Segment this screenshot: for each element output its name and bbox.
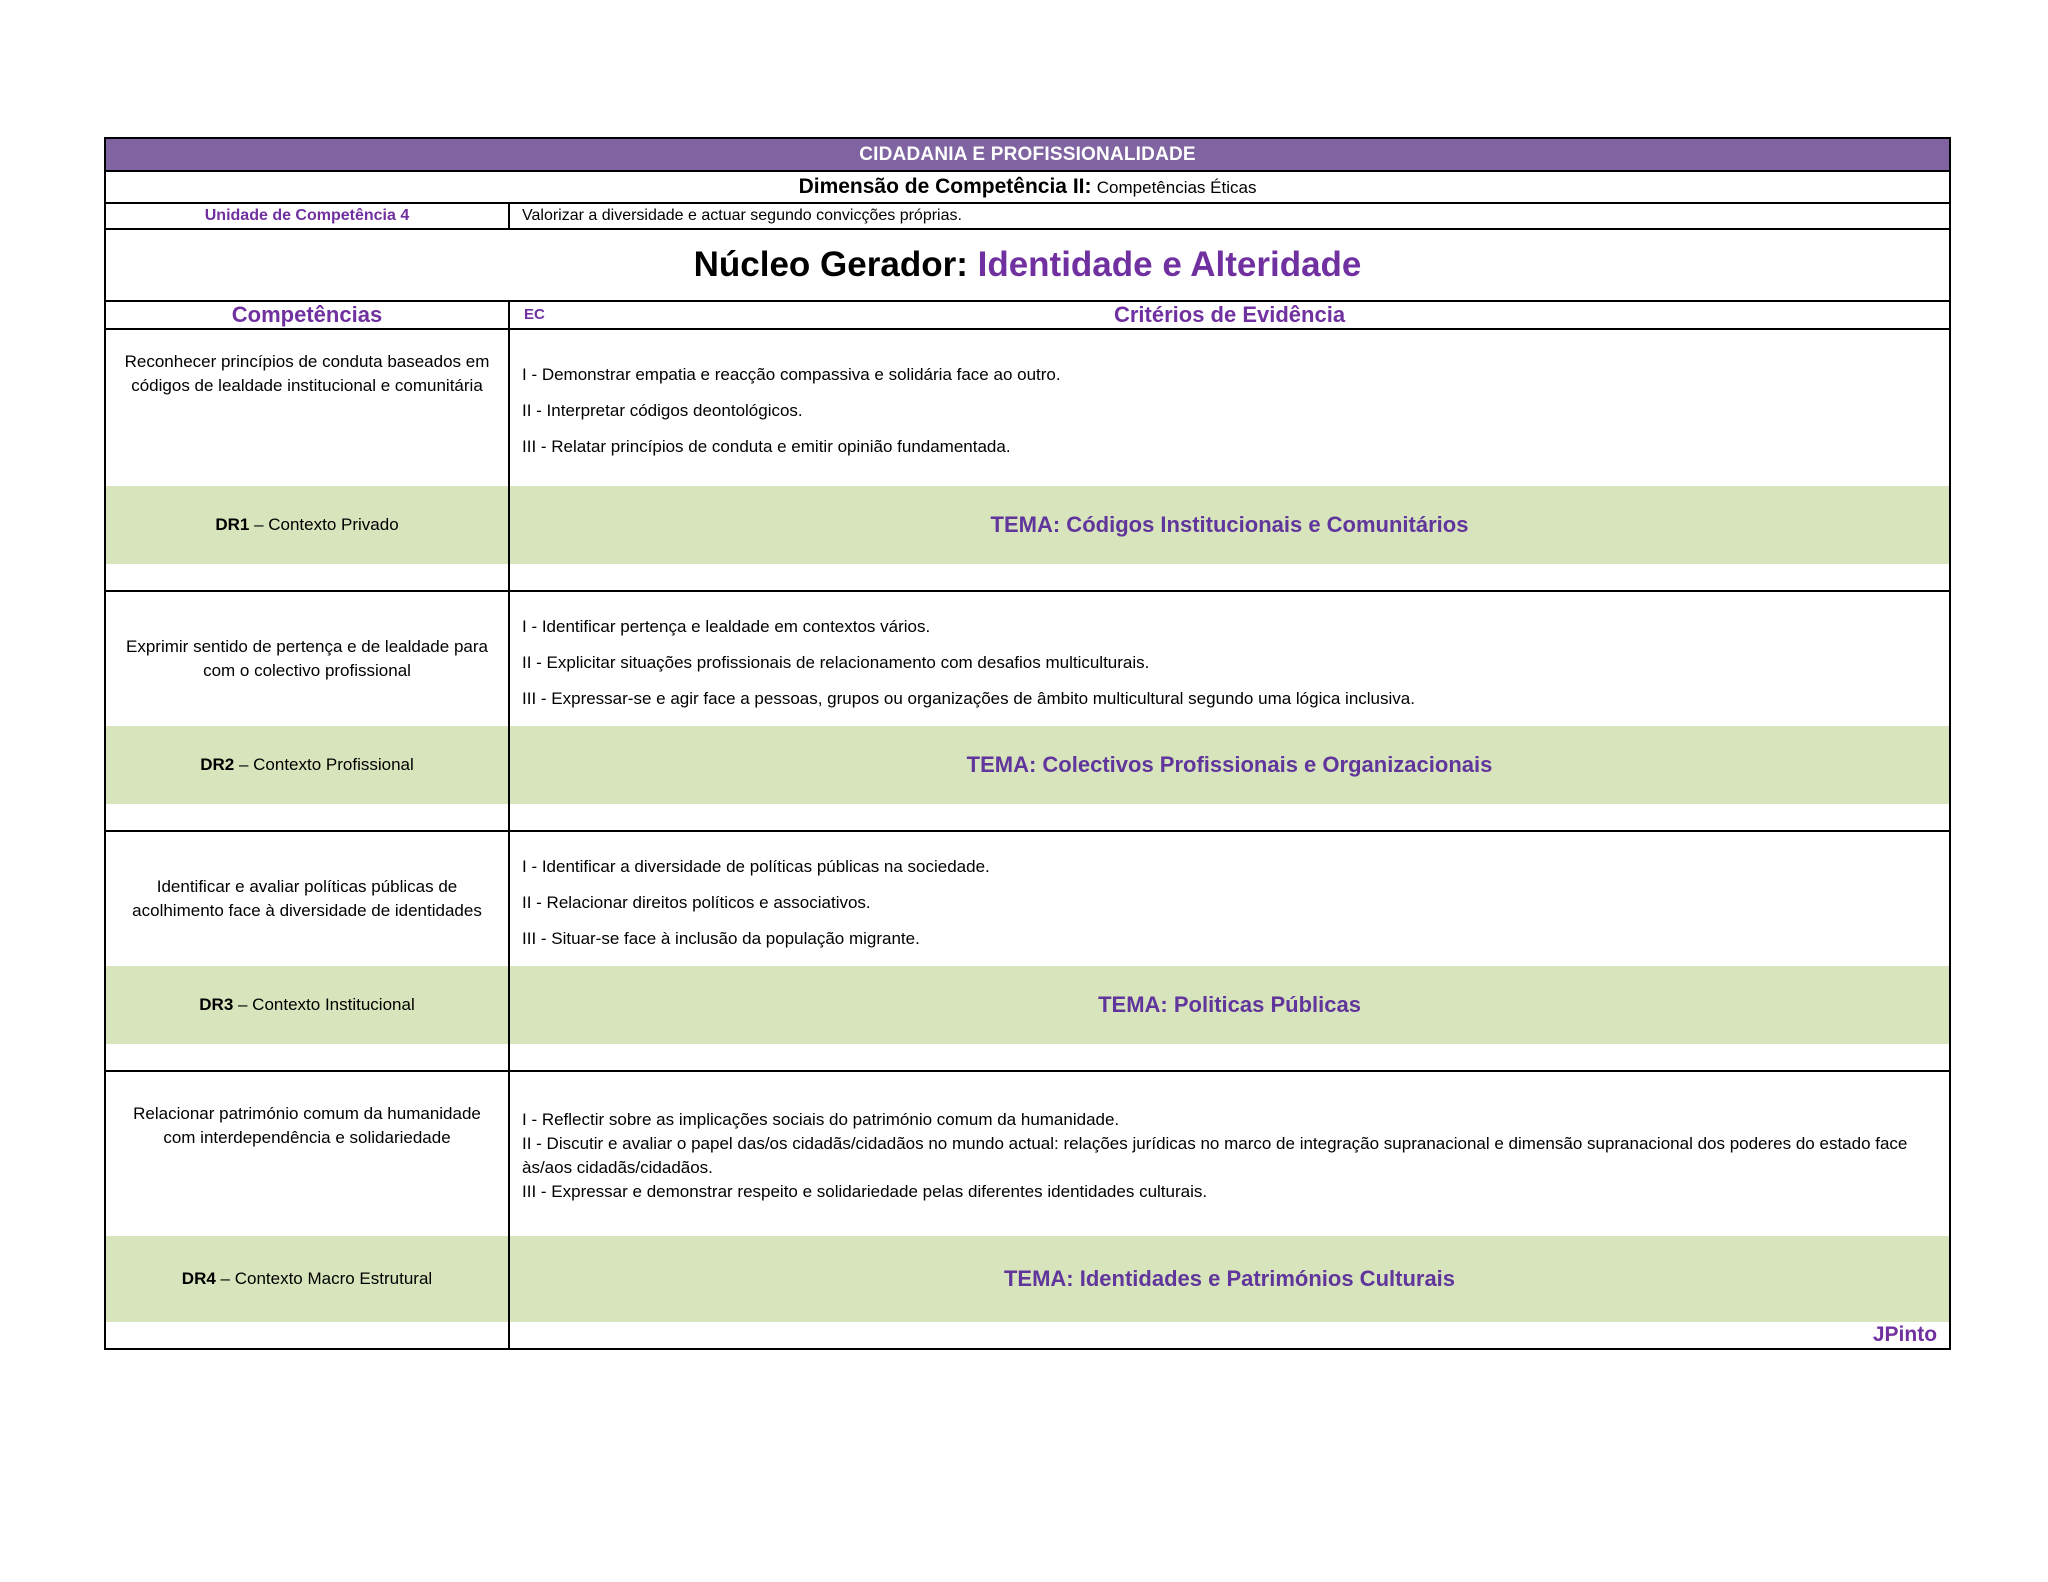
competence-text: Identificar e avaliar políticas públicas de acolhimento face à diversidade de identidades bbox=[105, 831, 509, 966]
column-header-criterios: Critérios de Evidência bbox=[1113, 302, 1346, 327]
criteria-cell bbox=[509, 1071, 1950, 1236]
section-1-spacer bbox=[105, 564, 1950, 591]
dimension-value: Competências Éticas bbox=[1096, 178, 1257, 197]
nucleo-label: Núcleo Gerador: bbox=[693, 245, 968, 284]
section-4-competence-row bbox=[105, 1071, 1950, 1236]
dr-label bbox=[105, 966, 509, 1044]
criterion-item: III - Situar-se face à inclusão da população migrante. bbox=[522, 929, 920, 948]
criterion-item: I - Identificar pertença e lealdade em contextos vários. bbox=[522, 617, 931, 636]
unit-label: Unidade de Competência 4 bbox=[105, 203, 509, 229]
column-header-row bbox=[105, 301, 1950, 329]
dr-code: DR2 bbox=[200, 755, 235, 774]
author-signature: JPinto bbox=[509, 1322, 1950, 1349]
section-2-spacer bbox=[105, 804, 1950, 831]
footer-row bbox=[105, 1322, 1950, 1349]
dr-code: DR1 bbox=[215, 515, 250, 534]
criteria-cell bbox=[509, 329, 1950, 486]
tema-label: TEMA: Códigos Institucionais e Comunitários bbox=[509, 486, 1950, 564]
section-2-competence-row bbox=[105, 591, 1950, 726]
title-row bbox=[105, 138, 1950, 171]
criterion-item: I - Identificar a diversidade de políticas públicas na sociedade. bbox=[522, 857, 990, 876]
dr-label bbox=[105, 486, 509, 564]
section-1-dr-row bbox=[105, 486, 1950, 564]
dr-code: DR3 bbox=[199, 995, 234, 1014]
section-3-spacer bbox=[105, 1044, 1950, 1071]
criterion-item: III - Expressar e demonstrar respeito e solidariedade pelas diferentes identidades culturais. bbox=[522, 1182, 1208, 1201]
dr-context: – Contexto Institucional bbox=[233, 995, 415, 1014]
section-4-dr-row bbox=[105, 1236, 1950, 1322]
dr-context: – Contexto Macro Estrutural bbox=[215, 1269, 433, 1288]
competence-text: Reconhecer princípios de conduta baseados em códigos de lealdade institucional e comunitária bbox=[105, 329, 509, 486]
column-header-competencias: Competências bbox=[105, 301, 509, 329]
nucleo-value: Identidade e Alteridade bbox=[977, 245, 1362, 284]
tema-label: TEMA: Colectivos Profissionais e Organizacionais bbox=[509, 726, 1950, 804]
competence-text: Exprimir sentido de pertença e de lealdade para com o colectivo profissional bbox=[105, 591, 509, 726]
tema-label: TEMA: Identidades e Patrimónios Culturais bbox=[509, 1236, 1950, 1322]
column-header-ec: EC bbox=[524, 306, 545, 323]
dr-context: – Contexto Profissional bbox=[234, 755, 414, 774]
criterion-item: II - Explicitar situações profissionais de relacionamento com desafios multiculturais. bbox=[522, 653, 1150, 672]
criteria-cell bbox=[509, 591, 1950, 726]
dr-context: – Contexto Privado bbox=[249, 515, 399, 534]
dr-code: DR4 bbox=[181, 1269, 216, 1288]
section-2-dr-row bbox=[105, 726, 1950, 804]
dr-label bbox=[105, 726, 509, 804]
unit-value: Valorizar a diversidade e actuar segundo convicções próprias. bbox=[509, 203, 1950, 229]
criteria-cell bbox=[509, 831, 1950, 966]
unit-row bbox=[105, 203, 1950, 229]
tema-label: TEMA: Politicas Públicas bbox=[509, 966, 1950, 1044]
dimension-row bbox=[105, 171, 1950, 203]
criterion-item: I - Reflectir sobre as implicações sociais do património comum da humanidade. bbox=[522, 1110, 1120, 1129]
dimension-label: Dimensão de Competência II: bbox=[798, 175, 1092, 198]
section-3-dr-row bbox=[105, 966, 1950, 1044]
criterion-item: III - Relatar princípios de conduta e emitir opinião fundamentada. bbox=[522, 437, 1011, 456]
criterion-item: I - Demonstrar empatia e reacção compassiva e solidária face ao outro. bbox=[522, 365, 1061, 384]
nucleo-row bbox=[105, 229, 1950, 301]
criterion-item: III - Expressar-se e agir face a pessoas, grupos ou organizações de âmbito multicultural segundo uma lógica inclusiva. bbox=[522, 689, 1415, 708]
section-3-competence-row bbox=[105, 831, 1950, 966]
section-1-competence-row bbox=[105, 329, 1950, 486]
dr-label bbox=[105, 1236, 509, 1322]
competence-table bbox=[104, 137, 1951, 1350]
competence-text: Relacionar património comum da humanidade com interdependência e solidariedade bbox=[105, 1071, 509, 1236]
sheet-title: CIDADANIA E PROFISSIONALIDADE bbox=[105, 138, 1950, 171]
criterion-item: II - Relacionar direitos políticos e associativos. bbox=[522, 893, 871, 912]
criterion-item: II - Discutir e avaliar o papel das/os cidadãs/cidadãos no mundo actual: relações jurídicas no marco de integração supranacional e dimensão supranacional dos poderes do estado face às/aos cidadãs/cidadãos. bbox=[522, 1134, 1908, 1177]
criterion-item: II - Interpretar códigos deontológicos. bbox=[522, 401, 803, 420]
competence-sheet bbox=[104, 137, 1949, 1350]
